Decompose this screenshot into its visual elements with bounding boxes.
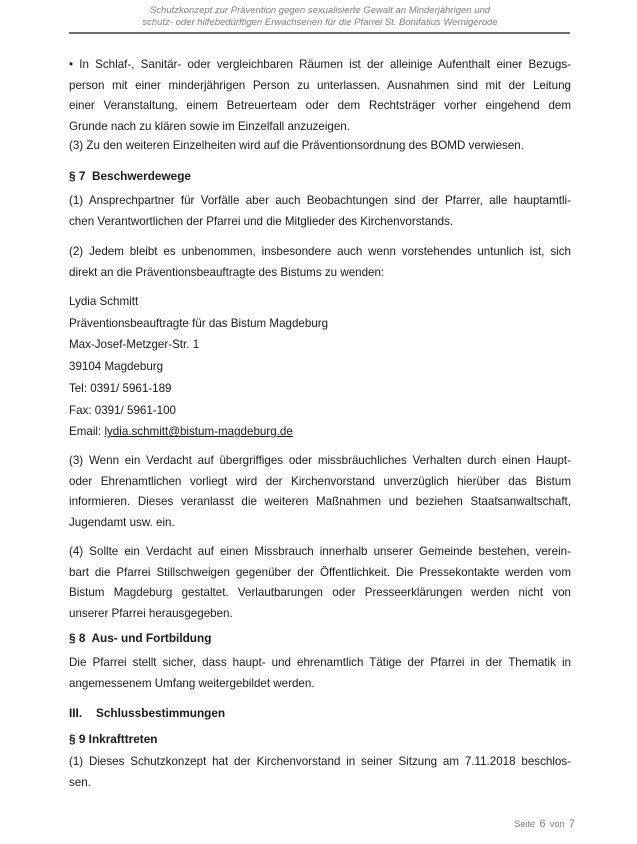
section-iii-label: Schlussbestimmungen [96,706,226,720]
text-line: (3) Zu den weiteren Einzelheiten wird auf die Präventionsordnung des BOMD verwiesen. [69,139,524,152]
text-line: einer Veranstaltung, einem Betreuerteam oder dem Rechtsträger vorher eingehend dem [69,99,571,112]
text-line: (1) Ansprechpartner für Vorfälle aber auch Beobachtungen sind der Pfarrer, alle hauptamtli- [69,194,571,207]
section-iii-number: III. [69,706,83,720]
paragraph-bomd-reference [69,136,571,157]
section-8-heading: § 8 Aus- und Fortbildung [69,631,212,645]
text-line: (2) Jedem bleibt es unbenommen, insbesondere auch wenn vorstehendes untunlich ist, sich [69,245,571,258]
email-link[interactable]: lydia.schmitt@bistum-magdeburg.de [104,425,293,439]
page-footer [69,816,575,831]
contact-email-line [69,421,571,443]
contact-street: Max-Josef-Metzger-Str. 1 [69,338,200,352]
contact-fax: Fax: 0391/ 5961-100 [69,403,176,417]
footer-of-label: von [549,819,565,829]
paragraph-7-1 [69,191,571,232]
text-line: Grunde nach zu klären sowie im Einzelfall anzuzeigen. [69,119,350,133]
header-title-line1: Schutzkonzept zur Prävention gegen sexualisierte Gewalt an Minderjährigen und [149,5,491,16]
text-line: angemessenem Umfang weitergebildet werden. [69,676,315,690]
text-line: sen. [69,775,91,789]
contact-block [69,291,571,443]
footer-total-pages: 7 [568,818,575,830]
footer-page-label: Seite [514,819,535,829]
header-title-line2: schutz- oder hilfebedürftigen Erwachsenen für die Pfarrei St. Bonifatius Wernigerode [142,16,498,28]
text-line: (1) Dieses Schutzkonzept hat der Kirchenvorstand in seiner Sitzung am 7.11.2018 beschlos- [69,755,571,768]
footer-page-number: 6 [539,818,546,830]
paragraph-7-2 [69,242,571,283]
paragraph-8-body [69,653,571,694]
text-line: chen Verantwortlichen der Pfarrei und die Mitglieder des Kirchenvorstands. [69,214,454,228]
text-line: unserer Pfarrei herausgegeben. [69,606,233,620]
contact-role: Präventionsbeauftragte für das Bistum Magdeburg [69,316,329,330]
email-label: Email: [69,425,105,439]
contact-tel: Tel: 0391/ 5961-189 [69,381,172,395]
paragraph-sleep-rooms [69,55,571,137]
contact-name: Lydia Schmitt [69,295,139,308]
paragraph-7-3 [69,451,571,533]
text-line: person mit einer minderjährigen Person zu unterlassen. Ausnahmen sind mit der Leitung [69,78,571,92]
text-line: (3) Wenn ein Verdacht auf übergriffiges oder missbräuchliches Verhalten durch einen Haupt- [69,454,571,467]
section-7-heading: § 7 Beschwerdewege [69,169,191,183]
section-9-heading: § 9 Inkrafttreten [69,732,158,746]
section-iii-heading [69,703,571,724]
paragraph-7-4 [69,542,571,624]
page-header [69,5,571,28]
text-line: informieren. Dieses veranlasst die weiteren Maßnahmen und beziehen Staatsanwaltschaft, [69,495,571,508]
header-divider [69,32,570,34]
text-line: (4) Sollte ein Verdacht auf einen Missbrauch innerhalb unserer Gemeinde bestehen, verein- [69,545,571,558]
text-line: Bistum Magdeburg gestaltet. Verlautbarungen oder Presseerklärungen werden nicht von [69,586,571,599]
text-line: direkt an die Präventionsbeauftragte des Bistums zu wenden: [69,265,385,279]
text-line: • In Schlaf-, Sanitär- oder vergleichbaren Räumen ist der alleinige Aufenthalt einer Bezugs- [69,58,571,71]
contact-city: 39104 Magdeburg [69,360,164,374]
text-line: bart die Pfarrei Stillschweigen gegenüber der Öffentlichkeit. Die Pressekontakte werden vom [69,565,571,579]
text-line: oder Ehrenamtlichen vorliegt wird der Kirchenvorstand unverzüglich hierüber das Bistum [69,474,571,488]
text-line: Jugendamt usw. ein. [69,515,175,529]
text-line: Die Pfarrei stellt sicher, dass haupt- und ehrenamtlich Tätige der Pfarrei in der Thematik in [69,656,571,669]
paragraph-9-1 [69,752,571,793]
